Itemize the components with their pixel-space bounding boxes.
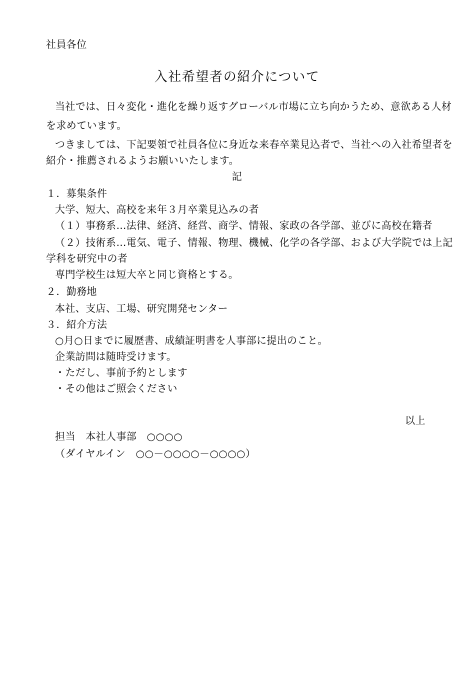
ki-heading: 記: [231, 172, 243, 183]
closing-ijo: 以上: [405, 416, 426, 427]
intro-paragraph-2-line-1: つきましては、下記要領で社員各位に身近な来春卒業見込者で、当社への入社希望者を: [55, 140, 453, 151]
intro-paragraph-2-line-2: 紹介・推薦されるようお願いいたします。: [46, 156, 239, 167]
contact-phone: （ダイヤルイン ○○－○○○○－○○○○）: [55, 449, 256, 460]
section-1-line-1: 大学、短大、高校を来年３月卒業見込みの者: [55, 205, 259, 216]
section-3-line-1: ○月○日までに履歴書、成績証明書を人事部に提出のこと。: [55, 336, 328, 347]
section-1-line-5: 専門学校生は短大卒と同じ資格とする。: [55, 270, 239, 281]
addressee: 社員各位: [46, 40, 87, 51]
contact-person: 担当 本社人事部 ○○○○: [55, 432, 183, 443]
section-1-line-2: （１）事務系…法律、経済、経営、商学、情報、家政の各学部、並びに高校在籍者: [55, 221, 433, 232]
section-1-heading: １．募集条件: [46, 189, 108, 200]
intro-paragraph-1-line-2: を求めています。: [46, 121, 127, 132]
section-1-line-4: 学科を研究中の者: [46, 254, 128, 265]
section-3-line-2: 企業訪問は随時受けます。: [55, 352, 177, 363]
document-title: 入社希望者の紹介について: [154, 70, 320, 85]
section-3-line-4: ・その他はご照会ください: [55, 384, 178, 395]
section-3-line-3: ・ただし、事前予約とします: [55, 368, 188, 379]
intro-paragraph-1-line-1: 当社では、日々変化・進化を繰り返すグローバル市場に立ち向かうため、意欲ある人材: [55, 102, 452, 113]
section-3-heading: ３．紹介方法: [46, 320, 108, 331]
section-2-line-1: 本社、支店、工場、研究開発センター: [55, 304, 228, 315]
section-1-line-3: （２）技術系…電気、電子、情報、物理、機械、化学の各学部、および大学院では上記: [55, 238, 453, 249]
section-2-heading: ２．勤務地: [46, 287, 97, 298]
